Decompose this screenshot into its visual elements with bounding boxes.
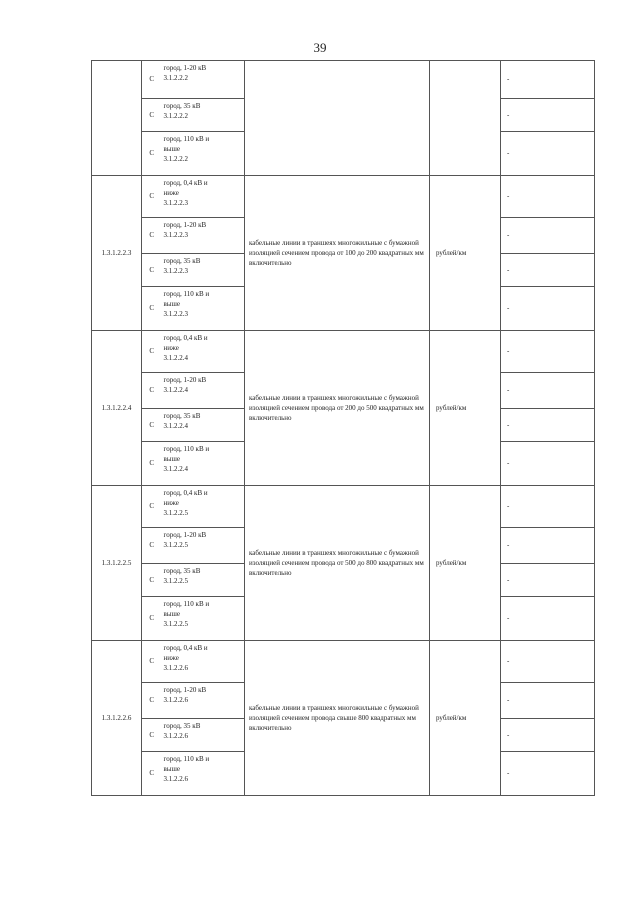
category-name: город, 110 кВ и выше 3.1.2.2.4 (162, 442, 245, 486)
category-letter: С (142, 331, 162, 373)
table-row (92, 331, 595, 373)
category-letter: С (142, 719, 162, 752)
item-description: кабельные линии в траншеях многожильные с бумажной изоляцией сечением провода от 500 до 800 квадратных мм включительно (245, 486, 430, 641)
rate-value: - (501, 373, 595, 409)
category-name: город, 1-20 кВ 3.1.2.2.4 (162, 373, 245, 409)
category-name: город, 1-20 кВ 3.1.2.2.6 (162, 683, 245, 719)
category-name: город, 110 кВ и выше 3.1.2.2.6 (162, 752, 245, 796)
category-letter: С (142, 442, 162, 486)
category-letter: С (142, 99, 162, 132)
rate-value: - (501, 486, 595, 528)
item-code: 1.3.1.2.2.5 (92, 486, 142, 641)
table-row (92, 61, 595, 99)
rate-value: - (501, 564, 595, 597)
item-unit: рублей/км (430, 176, 501, 331)
item-description: кабельные линии в траншеях многожильные с бумажной изоляцией сечением провода от 100 до 200 квадратных мм включительно (245, 176, 430, 331)
category-letter: С (142, 486, 162, 528)
category-name: город, 0,4 кВ и ниже 3.1.2.2.4 (162, 331, 245, 373)
rate-value: - (501, 331, 595, 373)
category-letter: С (142, 409, 162, 442)
category-name: город, 0,4 кВ и ниже 3.1.2.2.6 (162, 641, 245, 683)
rates-table-body (92, 61, 595, 796)
category-letter: С (142, 597, 162, 641)
item-unit: рублей/км (430, 641, 501, 796)
code-cell (92, 61, 142, 176)
rate-value: - (501, 132, 595, 176)
item-code: 1.3.1.2.2.4 (92, 331, 142, 486)
rate-value: - (501, 597, 595, 641)
category-name: город, 110 кВ и выше 3.1.2.2.3 (162, 287, 245, 331)
category-name: город, 1-20 кВ 3.1.2.2.3 (162, 218, 245, 254)
category-letter: С (142, 564, 162, 597)
category-name: город, 35 кВ 3.1.2.2.2 (162, 99, 245, 132)
category-letter: С (142, 61, 162, 99)
rate-value: - (501, 683, 595, 719)
rate-value: - (501, 641, 595, 683)
category-letter: С (142, 752, 162, 796)
item-unit: рублей/км (430, 331, 501, 486)
rate-value: - (501, 287, 595, 331)
rate-value: - (501, 719, 595, 752)
category-letter: С (142, 254, 162, 287)
category-name: город, 110 кВ и выше 3.1.2.2.5 (162, 597, 245, 641)
rates-table (91, 60, 595, 796)
category-letter: С (142, 641, 162, 683)
category-name: город, 35 кВ 3.1.2.2.5 (162, 564, 245, 597)
category-letter: С (142, 287, 162, 331)
category-name: город, 1-20 кВ 3.1.2.2.2 (162, 61, 245, 99)
item-unit: рублей/км (430, 486, 501, 641)
category-name: город, 35 кВ 3.1.2.2.3 (162, 254, 245, 287)
category-name: город, 110 кВ и выше 3.1.2.2.2 (162, 132, 245, 176)
category-name: город, 35 кВ 3.1.2.2.6 (162, 719, 245, 752)
rate-value: - (501, 254, 595, 287)
table-row (92, 176, 595, 218)
category-name: город, 35 кВ 3.1.2.2.4 (162, 409, 245, 442)
category-letter: С (142, 176, 162, 218)
item-code: 1.3.1.2.2.6 (92, 641, 142, 796)
category-letter: С (142, 528, 162, 564)
category-name: город, 0,4 кВ и ниже 3.1.2.2.5 (162, 486, 245, 528)
category-name: город, 0,4 кВ и ниже 3.1.2.2.3 (162, 176, 245, 218)
item-description: кабельные линии в траншеях многожильные с бумажной изоляцией сечением провода свыше 800 квадратных мм включительно (245, 641, 430, 796)
rate-value: - (501, 442, 595, 486)
item-code: 1.3.1.2.2.3 (92, 176, 142, 331)
rate-value: - (501, 61, 595, 99)
rate-value: - (501, 752, 595, 796)
rate-value: - (501, 99, 595, 132)
category-letter: С (142, 132, 162, 176)
category-letter: С (142, 218, 162, 254)
category-letter: С (142, 683, 162, 719)
item-description: кабельные линии в траншеях многожильные с бумажной изоляцией сечением провода от 200 до 500 квадратных мм включительно (245, 331, 430, 486)
table-row (92, 486, 595, 528)
category-letter: С (142, 373, 162, 409)
unit-cell (430, 61, 501, 176)
category-name: город, 1-20 кВ 3.1.2.2.5 (162, 528, 245, 564)
rate-value: - (501, 176, 595, 218)
description-cell (245, 61, 430, 176)
rate-value: - (501, 528, 595, 564)
page-number: 39 (313, 40, 327, 55)
rate-value: - (501, 218, 595, 254)
rate-value: - (501, 409, 595, 442)
table-row (92, 641, 595, 683)
